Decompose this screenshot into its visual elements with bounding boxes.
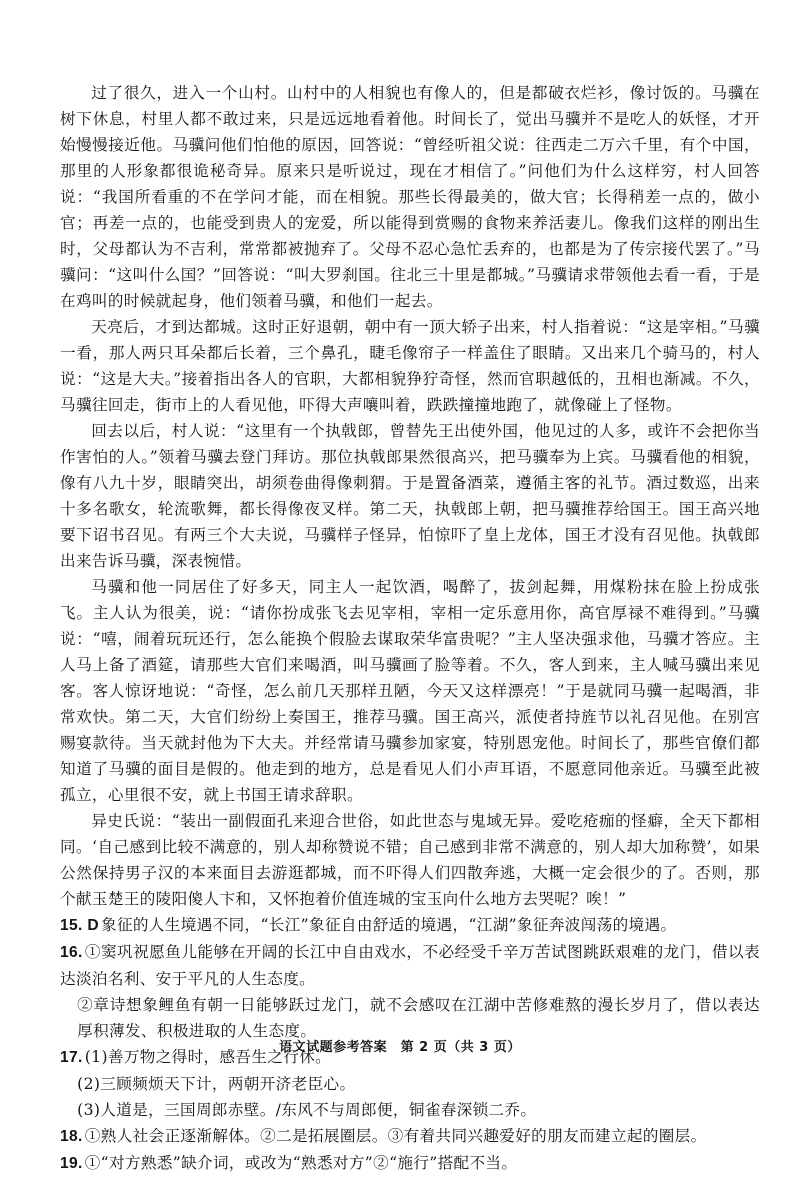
answer-19-number: 19. (60, 1155, 83, 1172)
answer-15-text: 象征的人生境遇不同，“长江”象征自由舒适的境遇，“江湖”象征奔波闯荡的境遇。 (101, 916, 677, 934)
page-footer: 语文试题参考答案 第 2 页（共 3 页） (279, 1040, 521, 1055)
answer-page (60, 80, 760, 1177)
passage-paragraph-5: 异史氏说：“装出一副假面孔来迎合世俗，如此世态与鬼域无异。爱吃疮痂的怪癖，全天下都相同。‘自己感到比较不满意的，别人却称赞说不错；自己感到非常不满意的，别人却大加称赞’，如果公然保持男子汉的本来面目去游逛都城，而不吓得人们四散奔逃，大概一定会很少的了。否则，那个献玉楚王的陵阳傻人卞和，又怀抱着价值连城的宝玉向什么地方去哭呢？唉！” (60, 812, 760, 908)
answer-17-text-a: (1)善万物之得时，感吾生之行休。 (84, 1048, 332, 1066)
answer-18-text: ①熟人社会正逐渐解体。②二是拓展圈层。③有着共同兴趣爱好的朋友而建立起的圈层。 (84, 1127, 707, 1145)
passage-paragraph-1: 过了很久，进入一个山村。山村中的人相貌也有像人的，但是都破衣烂衫，像讨饭的。马骥在树下休息，村里人都不敢过来，只是远远地看着他。时间长了，觉出马骥并不是吃人的妖怪，才开始慢慢接近他。马骥问他们怕他的原因，回答说：“曾经听祖父说：往西走二万六千里，有个中国，那里的人形象都很诡秘奇异。原来只是听说过，现在才相信了。”问他们为什么这样穷，村人回答说：“我国所看重的不在学问才能，而在相貌。那些长得最美的，做大官；长得稍差一点的，做小官；再差一点的，也能受到贵人的宠爱，所以能得到赏赐的食物来养活妻儿。像我们这样的刚出生时，父母都认为不吉利，常常都被抛弃了。父母不忍心急忙丢弃的，也都是为了传宗接代罢了。”马骥问：“这叫什么国？”回答说：“叫大罗刹国。往北三十里是都城。”马骥请求带领他去看一看，于是在鸡叫的时候就起身，他们领着马骥，和他们一起去。 (60, 84, 760, 310)
answer-15 (60, 912, 760, 939)
answer-17-c (60, 1097, 760, 1123)
passage-paragraph-4: 马骥和他一同居住了好多天，同主人一起饮酒，喝醉了，拔剑起舞，用煤粉抹在脸上扮成张飞。主人认为很美，说：“请你扮成张飞去见宰相，宰相一定乐意用你，高官厚禄不难得到。”马骥说：“嘻，闹着玩玩还行，怎么能换个假脸去谋取荣华富贵呢？”主人坚决强求他，马骥才答应。主人马上备了酒筵，请那些大官们来喝酒，叫马骥画了脸等着。不久，客人到来，主人喊马骥出来见客。客人惊讶地说：“奇怪，怎么前几天那样丑陋，今天又这样漂亮！”于是就同马骥一起喝酒，非常欢快。第二天，大官们纷纷上奏国王，推荐马骥。国王高兴，派使者持旌节以礼召见他。在别宫赐宴款待。当天就封他为下大夫。并经常请马骥参加家宴，特别恩宠他。时间长了，那些官僚们都知道了马骥的面目是假的。他走到的地方，总是看见人们小声耳语，不愿意同他亲近。马骥至此被孤立，心里很不安，就上书国王请求辞职。 (60, 578, 760, 804)
answer-18-number: 18. (60, 1128, 83, 1145)
answer-18 (60, 1123, 760, 1150)
answer-19 (60, 1150, 760, 1177)
answer-17-b (60, 1071, 760, 1097)
answer-17-number: 17. (60, 1049, 83, 1066)
passage-paragraph-2: 天亮后，才到达都城。这时正好退朝，朝中有一顶大轿子出来，村人指着说：“这是宰相。”马骥一看，那人两只耳朵都后长着，三个鼻孔，睫毛像帘子一样盖住了眼睛。又出来几个骑马的，村人说：“这是大夫。”接着指出各人的官职，大都相貌狰狞奇怪，然而官职越低的，丑相也渐减。不久，马骥往回走，街市上的人看见他，吓得大声嚷叫着，跌跌撞撞地跑了，就像碰上了怪物。 (60, 318, 760, 414)
answer-15-number: 15. D (60, 917, 100, 934)
answer-19-text: ①“对方熟悉”缺介词，或改为“熟悉对方”②“施行”搭配不当。 (84, 1154, 518, 1172)
answer-16-text-a: ①窦巩祝愿鱼儿能够在开阔的长江中自由戏水，不必经受千辛万苦试图跳跃艰难的龙门，借以表达淡泊名利、安于平凡的人生态度。 (60, 943, 760, 988)
passage-paragraph-3: 回去以后，村人说：“这里有一个执戟郎，曾替先王出使外国，他见过的人多，或许不会把你当作害怕的人。”领着马骥去登门拜访。那位执戟郎果然很高兴，把马骥奉为上宾。马骥看他的相貌，像有八九十岁，眼睛突出，胡须卷曲得像刺猬。于是置备酒菜，遵循主客的礼节。酒过数巡，出来十多名歌女，轮流歌舞，都长得像夜叉样。第二天，执戟郎上朝，把马骥推荐给国王。国王高兴地要下诏书召见。有两三个大夫说，马骥样子怪异，怕惊吓了皇上龙体，国王才没有召见他。执戟郎出来告诉马骥，深表惋惜。 (60, 422, 760, 570)
answer-17-text-c: (3)人道是，三国周郎赤壁。/东风不与周郎便，铜雀春深锁二乔。 (77, 1101, 537, 1119)
answer-16-number: 16. (60, 944, 83, 961)
answer-16-a (60, 939, 760, 992)
answer-16-text-b: ②章诗想象鲤鱼有朝一日能够跃过龙门，就不会感叹在江湖中苦修难熬的漫长岁月了，借以表达厚积薄发、积极进取的人生态度。 (77, 996, 760, 1040)
answer-17-text-b: (2)三顾频烦天下计，两朝开济老臣心。 (77, 1075, 356, 1093)
